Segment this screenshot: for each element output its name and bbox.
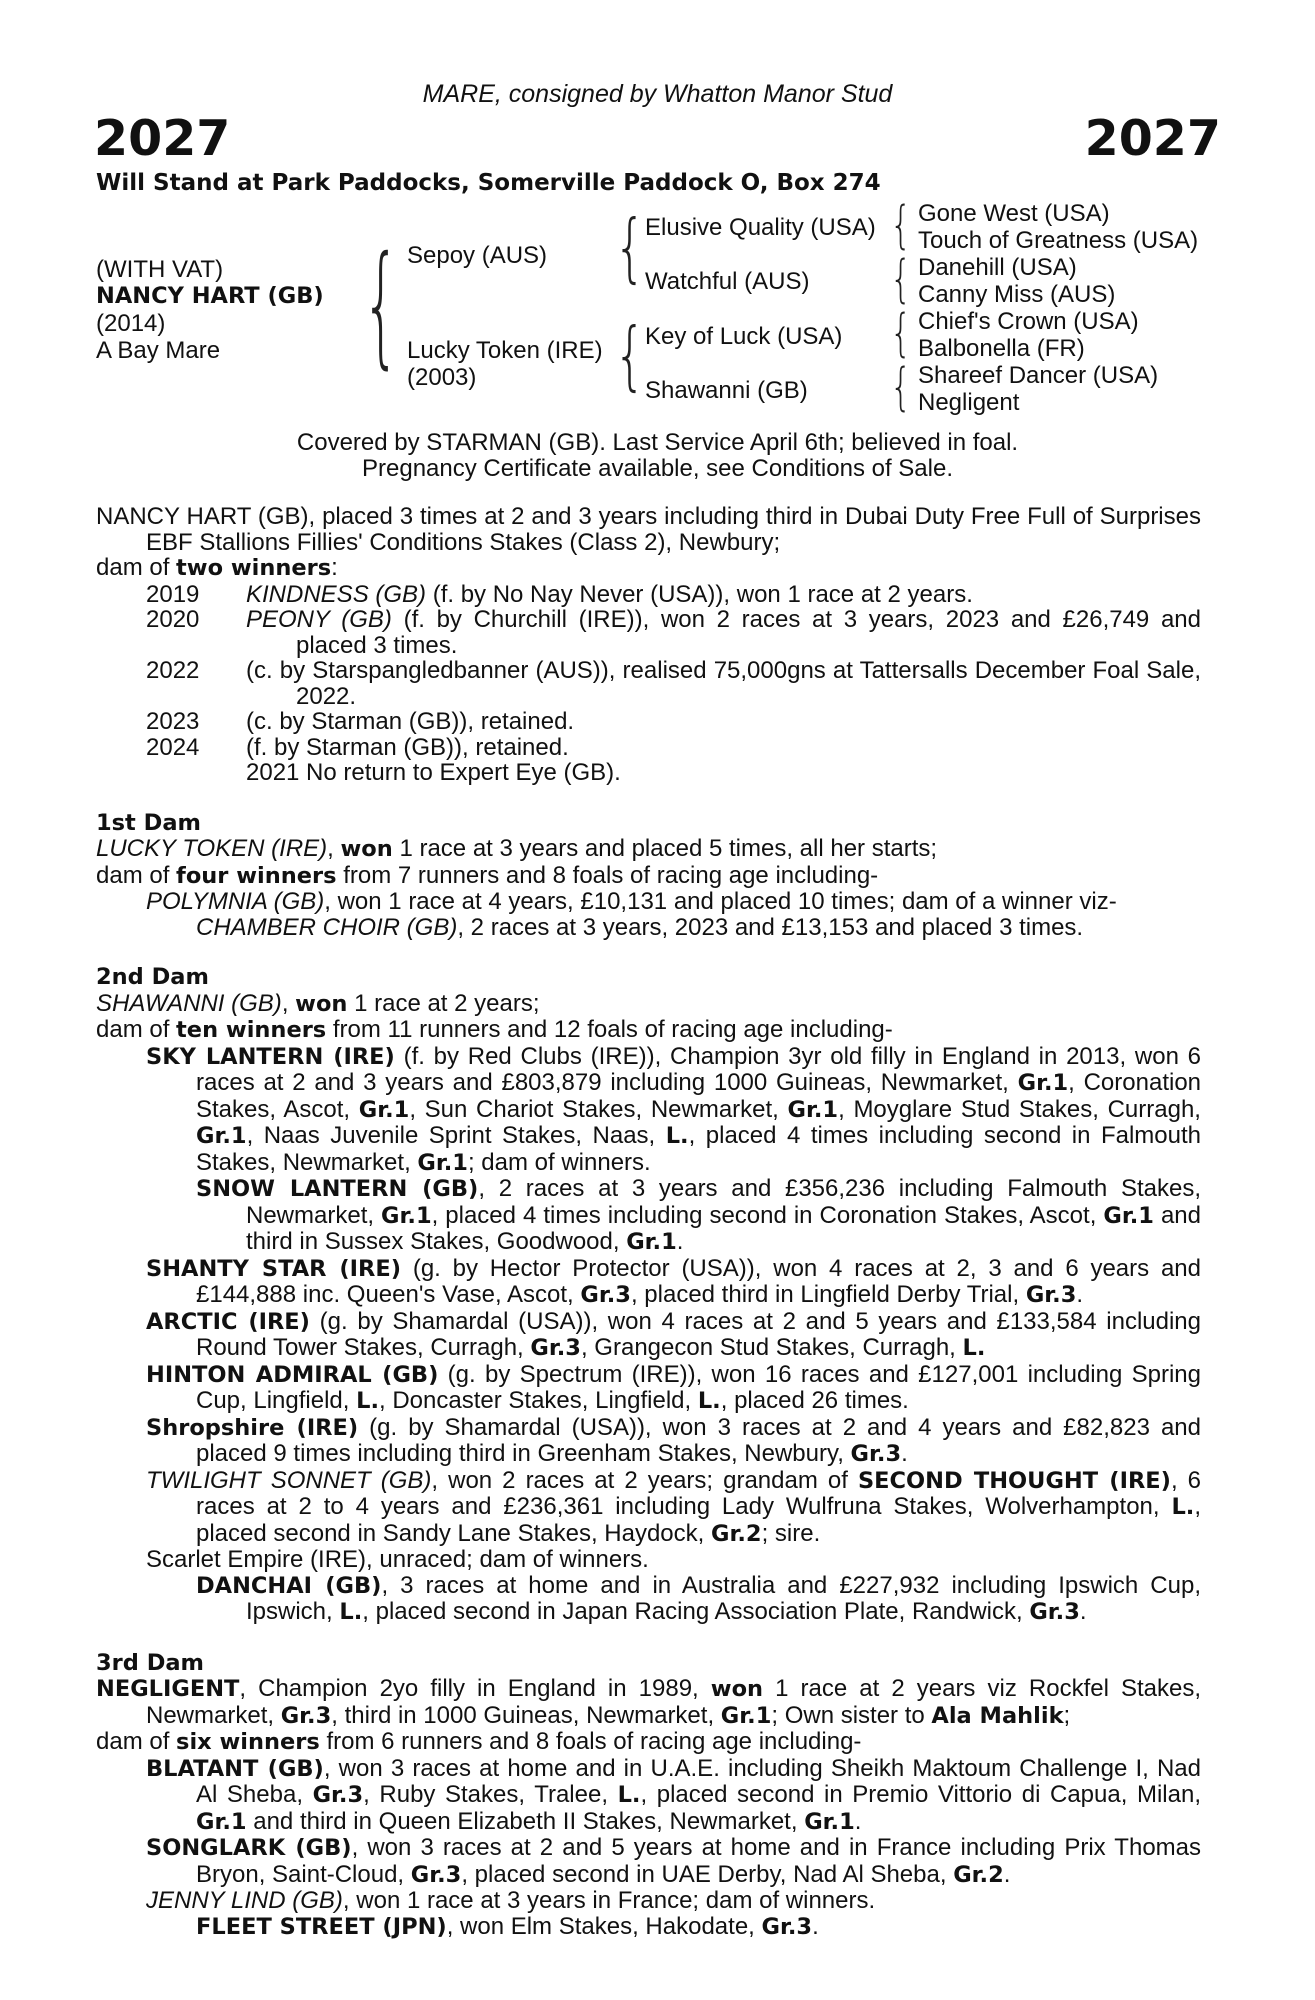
progeny-name: SKY LANTERN (IRE)	[146, 1043, 395, 1070]
vat-note: (WITH VAT)	[96, 256, 224, 283]
foal-row	[96, 607, 1201, 658]
text: dam of	[96, 1016, 177, 1043]
sd-brace: {	[890, 249, 912, 310]
text: (g. by Shamardal (USA)), won 3 races at 2 and 4 years and £82,823 and placed 9 times including third in Greenham Stakes, Newbury,	[196, 1413, 1201, 1467]
grade: Gr.3	[850, 1441, 902, 1467]
progeny-name: SHANTY STAR (IRE)	[146, 1255, 402, 1282]
text: , placed second in Premio Vittorio di Capua, Milan,	[640, 1781, 1201, 1808]
text: (g. by Shamardal (USA)), won 4 races at 2 and 5 years and £133,584 including Round Tower Stakes, Curragh,	[196, 1307, 1202, 1361]
text: , placed 4 times including second in Falmouth Stakes, Newmarket,	[196, 1122, 1201, 1176]
grade: Gr.3	[761, 1913, 813, 1940]
text: from 6 runners and 8 foals of racing age including-	[319, 1728, 862, 1755]
text: .	[1079, 1598, 1087, 1625]
text: ;	[1063, 1701, 1071, 1729]
text: , placed second in Japan Racing Association Plate, Randwick,	[362, 1598, 1030, 1625]
progeny-name: HINTON ADMIRAL (GB)	[146, 1361, 439, 1388]
foal-name: PEONY (GB)	[246, 606, 392, 633]
dam-name: NEGLIGENT	[96, 1676, 240, 1702]
grade: Gr.3	[1029, 1599, 1080, 1625]
text: .	[901, 1440, 908, 1467]
first-dam-produce	[96, 863, 1201, 890]
text: , third in 1000 Guineas, Newmarket,	[331, 1701, 721, 1729]
foal-text	[246, 607, 1201, 658]
text: ; Own sister to	[771, 1701, 932, 1729]
winners-count: ten winners	[176, 1017, 327, 1043]
text: 1 race at 3 years and placed 5 times, all her starts;	[392, 835, 938, 862]
text: 1 race at 2 years;	[347, 989, 540, 1017]
text: .	[1076, 1281, 1084, 1308]
sire-dam: Watchful (AUS)	[645, 268, 810, 295]
foal-year: 2022	[146, 657, 200, 684]
produce-entry	[196, 1914, 1201, 1941]
grade: L.	[356, 1388, 379, 1414]
text: ; dam of winners.	[467, 1148, 651, 1176]
ss-sire: Gone West (USA)	[918, 200, 1110, 227]
foal-year: 2024	[146, 733, 200, 761]
produce-entry: Scarlet Empire (IRE), unraced; dam of winners.	[146, 1546, 649, 1573]
sd-sire: Danehill (USA)	[918, 254, 1077, 281]
covering-note	[0, 430, 1315, 482]
ds-brace: {	[890, 303, 912, 364]
produce-entry	[146, 1415, 1201, 1468]
grade: Gr.2	[953, 1861, 1004, 1888]
sire-name: Sepoy (AUS)	[407, 242, 548, 269]
text: , 2 races at 3 years, 2023 and £13,153 and placed 3 times.	[457, 913, 1084, 941]
text: , Naas Juvenile Sprint Stakes, Naas,	[246, 1122, 666, 1149]
produce-record	[96, 504, 1201, 1940]
lot-number-right: 2027	[1084, 110, 1221, 167]
text: (g. by Spectrum (IRE)), won 16 races and £127,001 including Spring Cup, Lingfield,	[196, 1360, 1201, 1414]
grade: Gr.2	[711, 1520, 762, 1547]
dam-year: (2003)	[407, 364, 477, 391]
grade: Gr.1	[381, 1202, 432, 1229]
grade: Gr.3	[312, 1782, 364, 1808]
text: .	[854, 1807, 862, 1835]
text: dam of	[96, 554, 177, 581]
grade: L.	[697, 1388, 721, 1414]
progeny-name: JENNY LIND (GB)	[146, 1887, 343, 1914]
ds-sire: Chief's Crown (USA)	[918, 308, 1139, 335]
stabling-location: Will Stand at Park Paddocks, Somerville Paddock O, Box 274	[96, 170, 881, 196]
grade: L.	[339, 1599, 363, 1625]
grade: Gr.1	[358, 1096, 410, 1123]
text: from 7 runners and 8 foals of racing age including-	[336, 861, 879, 889]
text: .	[1003, 1860, 1011, 1888]
dam-name: Lucky Token (IRE)	[407, 337, 603, 364]
pedigree-brace: {	[362, 229, 401, 383]
dd-sire: Shareef Dancer (USA)	[918, 362, 1159, 389]
grade: Gr.1	[626, 1229, 677, 1255]
text: ,	[281, 989, 296, 1017]
foal-detail: (f. by No Nay Never (USA)), won 1 race at 2 years.	[426, 580, 973, 608]
foal-row	[96, 735, 1201, 761]
foal-name: KINDNESS (GB)	[246, 580, 427, 608]
text: , placed 26 times.	[720, 1387, 909, 1414]
progeny-name: Shropshire (IRE)	[146, 1414, 359, 1441]
lot-number-left: 2027	[94, 110, 231, 167]
produce-entry	[196, 915, 1201, 941]
second-dam-heading: 2nd Dam	[96, 964, 209, 990]
no-return-note: 2021 No return to Expert Eye (GB).	[246, 759, 621, 786]
progeny-name: SONGLARK (GB)	[146, 1835, 352, 1861]
text: ,	[327, 835, 341, 862]
text: , 6 races at 2 to 4 years and £236,361 including Lady Wulfruna Stakes, Wolverhampton,	[196, 1466, 1202, 1520]
dd-brace: {	[890, 357, 912, 418]
covering-line: Covered by STARMAN (GB). Last Service April 6th; believed in foal.	[296, 429, 1019, 456]
second-dam-produce	[96, 1017, 1201, 1044]
text: (g. by Hector Protector (USA)), won 4 races at 2, 3 and 6 years and £144,888 inc. Queen's Vase, Ascot,	[196, 1254, 1201, 1308]
dam-sire: Key of Luck (USA)	[645, 323, 843, 350]
ss-brace: {	[890, 195, 912, 256]
grade: L.	[962, 1335, 986, 1361]
mare-summary: NANCY HART (GB), placed 3 times at 2 and 3 years including third in Dubai Duty Free Full of Surprises EBF Stallions Fillies' Conditions Stakes (Class 2), Newbury;	[96, 503, 1201, 556]
text: , Doncaster Stakes, Lingfield,	[379, 1387, 698, 1414]
sd-dam: Canny Miss (AUS)	[918, 281, 1116, 308]
foal-text	[246, 658, 1201, 709]
text: , Sun Chariot Stakes, Newmarket,	[409, 1095, 788, 1123]
grade: L.	[1171, 1494, 1195, 1520]
grade: Gr.1	[1103, 1202, 1154, 1229]
grade: Gr.3	[1025, 1282, 1077, 1308]
progeny-name: FLEET STREET (JPN)	[196, 1913, 447, 1940]
second-dam-line	[96, 991, 1201, 1018]
text: dam of	[96, 861, 177, 889]
pregnancy-line: Pregnancy Certificate available, see Conditions of Sale.	[362, 455, 953, 482]
text: , Ruby Stakes, Tralee,	[363, 1781, 618, 1808]
third-dam-produce	[96, 1729, 1201, 1756]
grade: Gr.1	[720, 1702, 772, 1729]
dd-dam: Negligent	[918, 389, 1020, 416]
grade: Gr.1	[1017, 1070, 1069, 1096]
progeny-name: SNOW LANTERN (GB)	[196, 1176, 479, 1202]
produce-entry	[146, 1044, 1201, 1177]
text: , Grangecon Stud Stakes, Curragh,	[580, 1334, 963, 1361]
produce-entry	[146, 889, 1201, 915]
text: :	[331, 554, 338, 581]
foal-year: 2019	[146, 580, 200, 608]
grade: L.	[617, 1782, 641, 1808]
sire-brace: {	[614, 204, 646, 291]
winners-count: four winners	[176, 862, 337, 889]
grade: Gr.1	[804, 1808, 855, 1835]
text: , won 3 races at home and in U.A.E. including Sheikh Maktoum Challenge I, Nad Al Sheba,	[196, 1754, 1201, 1808]
sire-sire: Elusive Quality (USA)	[645, 214, 876, 241]
text: , 3 races at home and in Australia and £227,932 including Ipswich Cup, Ipswich,	[246, 1571, 1201, 1625]
progeny-name: TWILIGHT SONNET (GB)	[146, 1466, 432, 1494]
catalogue-subtitle: MARE, consigned by Whatton Manor Stud	[422, 80, 893, 108]
grade: L.	[665, 1123, 689, 1149]
produce-entry	[146, 1756, 1201, 1836]
grade: Gr.3	[530, 1335, 581, 1361]
dam-brace: {	[614, 312, 646, 399]
text: 1 race at 2 years viz Rockfel Stakes, Newmarket,	[146, 1675, 1202, 1729]
text: , won Elm Stakes, Hakodate,	[446, 1912, 762, 1940]
third-dam-line	[96, 1676, 1201, 1729]
produce-entry	[146, 1309, 1201, 1362]
text: , Moyglare Stud Stakes, Curragh,	[838, 1095, 1201, 1123]
produce-entry	[146, 1256, 1201, 1309]
text: , Champion 2yo filly in England in 1989,	[239, 1675, 711, 1702]
ss-dam: Touch of Greatness (USA)	[918, 227, 1199, 254]
text: , placed second in Sandy Lane Stakes, Haydock,	[196, 1493, 1201, 1547]
dam-name: SHAWANNI (GB)	[96, 989, 282, 1017]
progeny-name: SECOND THOUGHT (IRE)	[857, 1467, 1171, 1494]
text: .	[676, 1228, 684, 1255]
foal-row	[96, 709, 1201, 735]
progeny-name: POLYMNIA (GB)	[146, 888, 325, 915]
foal-detail: (c. by Starspangledbanner (AUS)), realised 75,000gns at Tattersalls December Foal Sale, 2022.	[246, 657, 1201, 710]
foal-detail: (f. by Starman (GB)), retained.	[246, 733, 569, 761]
foal-detail: (f. by Churchill (IRE)), won 2 races at 3 years, 2023 and £26,749 and placed 3 times.	[296, 606, 1201, 659]
grade: Gr.1	[196, 1123, 247, 1149]
grade: Gr.3	[280, 1702, 332, 1729]
first-dam-heading: 1st Dam	[96, 809, 201, 836]
foal-row	[96, 582, 1201, 608]
grade: Gr.3	[410, 1861, 462, 1888]
text: , won 1 race at 4 years, £10,131 and placed 10 times; dam of a winner viz-	[324, 888, 1117, 915]
dam-name: LUCKY TOKEN (IRE)	[96, 835, 328, 862]
text: , placed 4 times including second in Coronation Stakes, Ascot,	[431, 1201, 1104, 1229]
won-label: won	[710, 1676, 764, 1702]
text: dam of	[96, 1728, 177, 1755]
won-label: won	[295, 990, 348, 1017]
foal-row	[96, 658, 1201, 709]
produce-entry	[146, 1835, 1201, 1888]
dam-dam: Shawanni (GB)	[645, 377, 808, 404]
third-dam-heading: 3rd Dam	[96, 1649, 204, 1676]
text: ; sire.	[761, 1519, 821, 1547]
text: and third in Queen Elizabeth II Stakes, Newmarket,	[246, 1807, 805, 1835]
horse-description: A Bay Mare	[96, 337, 221, 364]
produce-entry	[196, 1176, 1201, 1256]
produce-entry	[146, 1888, 1201, 1914]
text: , placed third in Lingfield Derby Trial,	[630, 1281, 1026, 1308]
grade: Gr.3	[580, 1282, 631, 1308]
mare-dam-of	[96, 555, 1201, 582]
won-label: won	[340, 836, 393, 862]
winners-count: two winners	[176, 555, 332, 581]
text: , 2 races at 3 years and £356,236 including Falmouth Stakes, Newmarket,	[246, 1175, 1201, 1229]
sister-name: Ala Mahlik	[931, 1702, 1064, 1729]
ds-dam: Balbonella (FR)	[918, 335, 1085, 362]
progeny-name: CHAMBER CHOIR (GB)	[196, 913, 458, 941]
progeny-name: BLATANT (GB)	[146, 1755, 324, 1782]
grade: Gr.1	[787, 1096, 839, 1123]
grade: Gr.1	[417, 1149, 468, 1176]
text: , won 1 race at 3 years in France; dam of winners.	[342, 1887, 876, 1914]
horse-year: (2014)	[96, 310, 166, 337]
text: , placed second in UAE Derby, Nad Al Sheba,	[461, 1860, 954, 1888]
foal-year: 2020	[146, 606, 200, 633]
grade: Gr.1	[196, 1808, 247, 1835]
text: and third in Sussex Stakes, Goodwood,	[246, 1201, 1201, 1255]
produce-entry	[146, 1468, 1201, 1548]
progeny-name: DANCHAI (GB)	[196, 1572, 382, 1599]
text: from 11 runners and 12 foals of racing age including-	[326, 1016, 893, 1043]
horse-name: NANCY HART (GB)	[96, 283, 324, 309]
text: .	[812, 1912, 819, 1940]
foal-text	[246, 735, 1201, 761]
text: (f. by Red Clubs (IRE)), Champion 3yr old filly in England in 2013, won 6 races at 2 and 3 years and £803,879 including 1000 Guineas, Newmarket,	[196, 1042, 1202, 1096]
produce-entry	[146, 1362, 1201, 1415]
foal-text	[246, 709, 1201, 735]
foal-year: 2023	[146, 708, 200, 735]
text: , won 3 races at 2 and 5 years at home and in France including Prix Thomas Bryon, Saint-Cloud,	[196, 1834, 1201, 1888]
produce-entry	[196, 1573, 1201, 1626]
winners-count: six winners	[176, 1729, 320, 1755]
foal-detail: (c. by Starman (GB)), retained.	[246, 708, 575, 735]
text: , won 2 races at 2 years; grandam of	[431, 1466, 858, 1494]
foal-text	[246, 582, 1201, 608]
first-dam-line	[96, 836, 1201, 863]
text: , Coronation Stakes, Ascot,	[196, 1069, 1202, 1123]
progeny-name: ARCTIC (IRE)	[146, 1308, 310, 1335]
